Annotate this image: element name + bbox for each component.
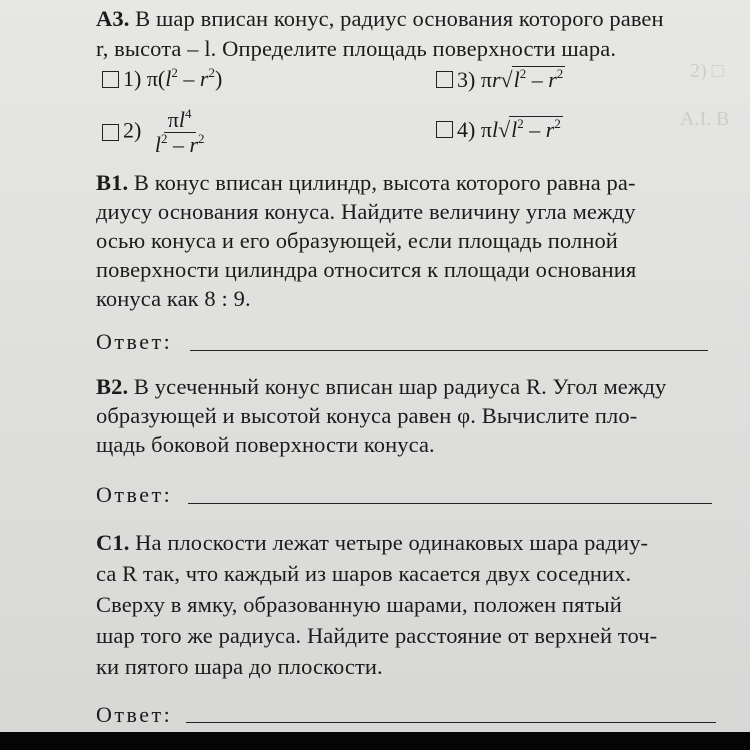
bleed-through-decoration: 2) □ <box>690 60 724 82</box>
c1-line-4: шар того же радиуса. Найдите расстояние от верхней точ- <box>96 623 658 648</box>
c1-line-2: са R так, что каждый из шаров касается двух соседних. <box>96 561 632 586</box>
b2-line-1 <box>96 374 666 400</box>
b2-line-3: щадь боковой поверхности конуса. <box>96 432 435 457</box>
b1-answer-field[interactable] <box>190 350 708 351</box>
a3-option-2-label: 2) $\frac{\pi l^4}{l^2 - r^2}$ <box>123 108 209 157</box>
b2-line-2: образующей и высотой конуса равен φ. Вычислите пло- <box>96 403 638 428</box>
a3-option-3-label: 3) $\pi r√l^2 - r^2$ <box>457 66 564 92</box>
a3-option-1[interactable] <box>102 66 222 92</box>
a3-option-3[interactable] <box>436 66 565 93</box>
c1-line-5: ки пятого шара до плоскости. <box>96 654 383 679</box>
bottom-black-bar <box>0 732 750 750</box>
b2-answer-label: Ответ: <box>96 482 173 507</box>
b1-answer-label: Ответ: <box>96 329 173 354</box>
a3-line-1-text: В шар вписан конус, радиус основания которого равен <box>135 6 664 31</box>
c1-number: С1. <box>96 530 130 555</box>
c1-line-3: Сверху в ямку, образованную шарами, положен пятый <box>96 592 622 617</box>
checkbox-icon[interactable] <box>102 124 119 141</box>
b2-answer-field[interactable] <box>188 503 712 504</box>
b1-line-3: осью конуса и его образующей, если площадь полной <box>96 228 618 253</box>
b1-line-5: конуса как 8 : 9. <box>96 286 251 311</box>
c1-answer-label: Ответ: <box>96 702 173 727</box>
checkbox-icon[interactable] <box>102 71 119 88</box>
b1-line-4: поверхности цилиндра относится к площади основания <box>96 257 637 282</box>
b2-line-1-text: В усеченный конус вписан шар радиуса R. Угол между <box>133 374 667 399</box>
a3-line-2: r, высота – l. Определите площадь поверхности шара. <box>96 36 617 61</box>
checkbox-icon[interactable] <box>436 121 453 138</box>
a3-number: А3. <box>96 6 130 31</box>
bleed-through-decoration: А.І. В <box>680 108 730 130</box>
b2-number: В2. <box>96 374 129 399</box>
fraction: $\frac{\pi l^4}{l^2 - r^2}$ <box>154 106 205 157</box>
a3-option-4[interactable] <box>436 116 563 143</box>
c1-line-1 <box>96 530 648 556</box>
b1-line-1-text: В конус вписан цилиндр, высота которого равна ра- <box>133 170 636 195</box>
checkbox-icon[interactable] <box>436 71 453 88</box>
a3-option-2[interactable] <box>102 108 209 157</box>
b1-line-2: диусу основания конуса. Найдите величину угла между <box>96 199 636 224</box>
a3-option-1-label: 1) $\pi(l^2 - r^2)$ <box>123 65 223 91</box>
c1-answer-field[interactable] <box>186 722 716 723</box>
a3-option-4-label: 4) $\pi l√l^2 - r^2$ <box>457 116 561 142</box>
c1-line-1-text: На плоскости лежат четыре одинаковых шара радиу- <box>135 530 649 555</box>
a3-line-1 <box>96 6 664 32</box>
b1-line-1 <box>96 170 636 196</box>
b1-number: В1. <box>96 170 129 195</box>
